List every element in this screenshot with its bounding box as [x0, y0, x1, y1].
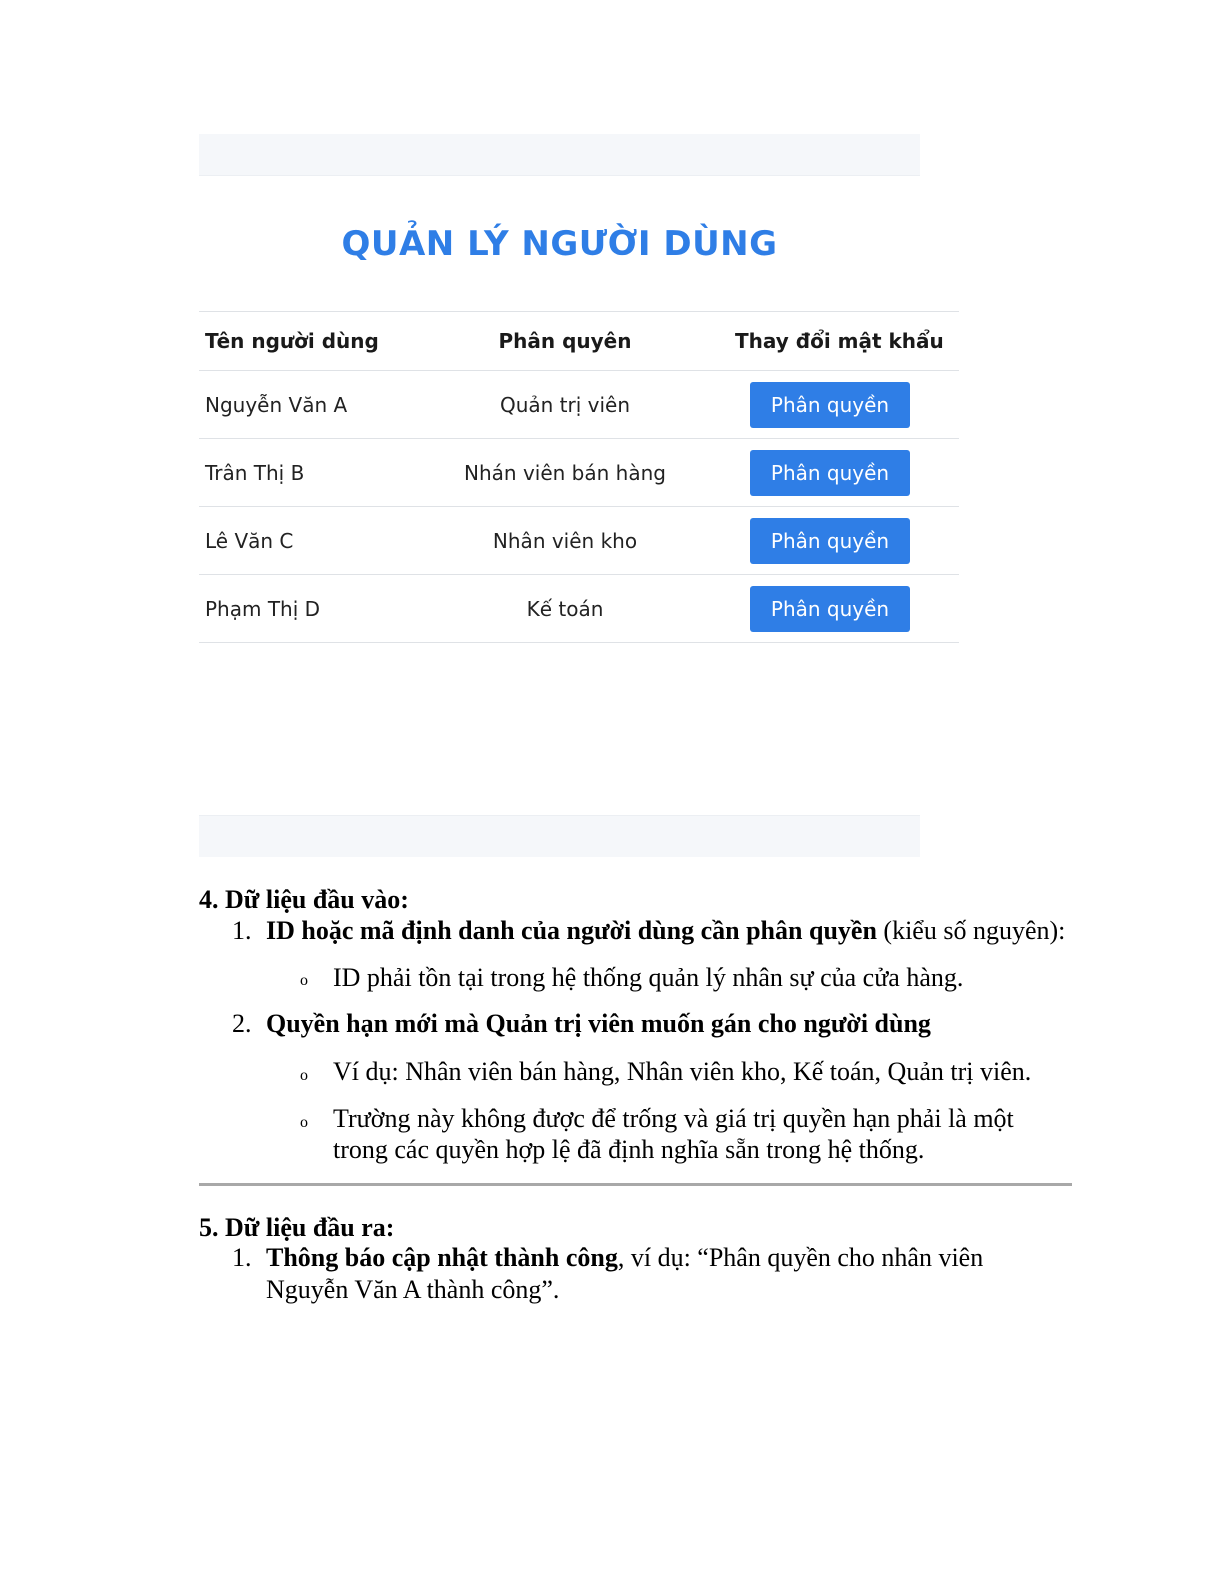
column-header-name: Tên người dùng	[205, 329, 379, 353]
assign-role-button[interactable]: Phân quyền	[750, 518, 910, 564]
mockup-bottom-bar	[199, 815, 920, 857]
table-row	[199, 371, 959, 439]
list-number: 1.	[232, 916, 252, 945]
user-name: Lê Văn C	[205, 528, 294, 553]
list-item-text: , ví dụ: “Phân quyền cho nhân viên	[617, 1243, 984, 1272]
assign-role-button[interactable]: Phân quyền	[750, 382, 910, 428]
assign-role-button[interactable]: Phân quyền	[750, 450, 910, 496]
user-management-mockup	[199, 134, 944, 857]
list-item-text: (kiểu số nguyên):	[876, 916, 1066, 945]
column-header-role: Phân quyên	[498, 329, 632, 353]
user-table	[199, 311, 959, 643]
list-item-continued: Nguyễn Văn A thành công”.	[266, 1275, 560, 1304]
user-role: Nhán viên bán hàng	[464, 460, 666, 485]
table-row	[199, 507, 959, 575]
list-item	[266, 916, 1065, 946]
section-heading-input: 4. Dữ liệu đầu vào:	[199, 885, 409, 914]
table-row	[199, 439, 959, 507]
page-title: QUẢN LÝ NGƯỜI DÙNG	[341, 224, 778, 264]
bullet-icon: o	[300, 1067, 308, 1084]
column-header-change-password: Thay đổi mật khẩu	[735, 329, 944, 353]
bullet-icon: o	[300, 1114, 308, 1131]
table-row	[199, 575, 959, 643]
section-heading-output: 5. Dữ liệu đầu ra:	[199, 1213, 395, 1242]
user-name: Phạm Thị D	[205, 596, 321, 621]
user-role: Quản trị viên	[499, 392, 631, 417]
horizontal-divider	[199, 1183, 1072, 1186]
list-number: 1.	[232, 1243, 252, 1272]
user-role: Kế toán	[526, 596, 604, 621]
user-name: Nguyễn Văn A	[205, 392, 348, 417]
bullet-text: Trường này không được để trống và giá trị quyền hạn phải là một	[333, 1104, 1014, 1133]
mockup-top-bar	[199, 134, 920, 176]
list-number: 2.	[232, 1009, 252, 1038]
bullet-text: Ví dụ: Nhân viên bán hàng, Nhân viên kho, Kế toán, Quản trị viên.	[333, 1057, 1032, 1086]
user-name: Trân Thị B	[205, 460, 305, 485]
list-item-bold: Thông báo cập nhật thành công	[266, 1243, 618, 1272]
list-item-bold: ID hoặc mã định danh của người dùng cần phân quyền	[266, 916, 877, 945]
table-header	[199, 312, 959, 371]
list-item-bold: Quyền hạn mới mà Quản trị viên muốn gán cho người dùng	[266, 1009, 931, 1038]
user-role: Nhân viên kho	[492, 528, 638, 553]
bullet-text-continued: trong các quyền hợp lệ đã định nghĩa sẵn trong hệ thống.	[333, 1135, 925, 1164]
assign-role-button[interactable]: Phân quyền	[750, 586, 910, 632]
list-item	[266, 1243, 983, 1273]
bullet-icon: o	[300, 972, 308, 989]
bullet-text: ID phải tồn tại trong hệ thống quản lý nhân sự của cửa hàng.	[333, 963, 964, 992]
